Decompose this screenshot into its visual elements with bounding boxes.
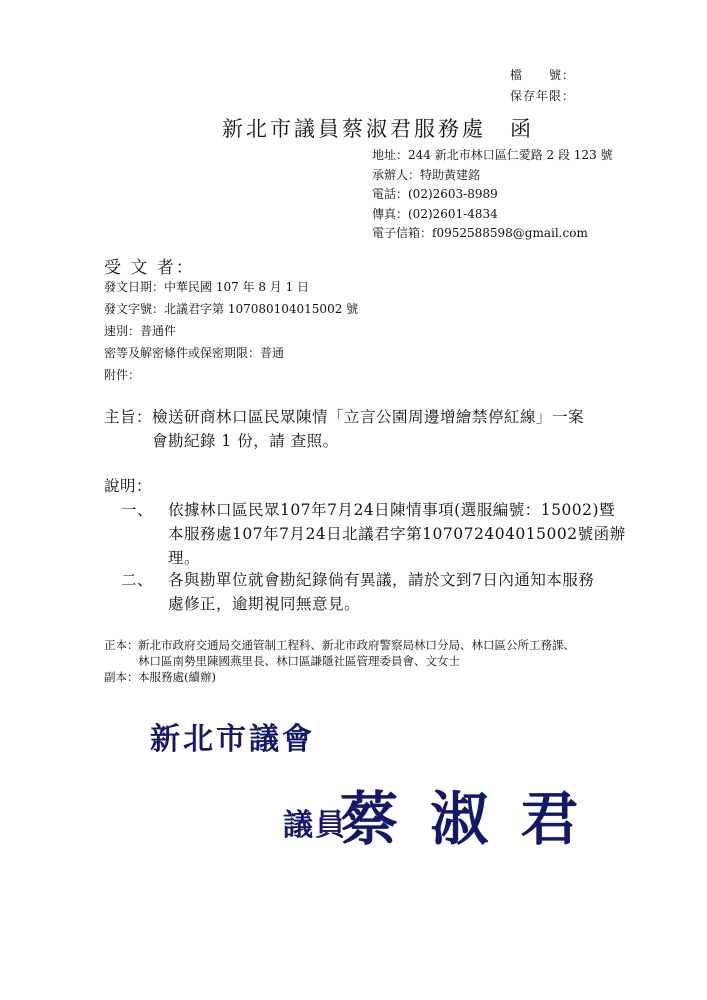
- subject-line-2: 會勘紀錄 1 份，請 查照。: [152, 432, 339, 450]
- issue-date: 發文日期：中華民國 107 年 8 月 1 日: [104, 280, 310, 294]
- sender-address: 地址：244 新北市林口區仁愛路 2 段 123 號: [372, 148, 613, 162]
- main-recipients-line: 新北市政府交通局交通管制工程科、新北市政府警察局林口分局、林口區公所工務課、: [138, 638, 575, 652]
- subject-line-1: 主旨：檢送研商林口區民眾陳情「立言公園周邊增繪禁停紅線」一案: [104, 408, 585, 426]
- attachment-field: 附件：: [104, 368, 141, 382]
- explanation-line: 依據林口區民眾107年7月24日陳情事項(選服編號：15002)暨: [168, 501, 616, 519]
- explanation-line: 理。: [168, 549, 201, 567]
- copy-recipients-label: 副本：: [104, 670, 139, 684]
- email-address: 電子信箱：f0952588598@gmail.com: [372, 226, 588, 240]
- explanation-item-number: 一、: [121, 501, 154, 519]
- explanation-line: 處修正，逾期視同無意見。: [168, 595, 361, 613]
- explanation-item-number: 二、: [121, 571, 154, 589]
- explanation-line: 本服務處107年7月24日北議君字第107072404015002號函辦: [168, 525, 626, 543]
- document-title: 新北市議員蔡淑君服務處 函: [222, 117, 534, 141]
- explanation-item-text: [168, 498, 626, 570]
- delivery-speed: 速別：普通件: [104, 324, 177, 338]
- retention-period-label: 保存年限：: [510, 89, 576, 103]
- explanation-item-text: [168, 568, 594, 616]
- main-recipients-label: 正本：: [104, 638, 139, 652]
- council-seal-stamp: 新北市議會: [150, 722, 315, 757]
- fax-number: 傳真：(02)2601-4834: [372, 206, 498, 221]
- document-fields: [104, 276, 358, 386]
- copy-recipients-text: 本服務處(續辦): [138, 670, 216, 684]
- main-recipients-line: 林口區南勢里陳國燕里長、林口區謙隱社區管理委員會、文女士: [138, 654, 460, 668]
- secrecy-level: 密等及解密條件或保密期限：普通: [104, 346, 285, 360]
- archive-number-label: 檔 號：: [510, 68, 576, 82]
- explanation-line: 各與勘單位就會勘紀錄倘有異議，請於文到7日內通知本服務: [168, 571, 595, 589]
- councilor-title-stamp: 議員: [283, 808, 347, 843]
- document-number: 發文字號：北議君字第 107080104015002 號: [104, 302, 359, 316]
- main-recipients-list: [138, 637, 575, 669]
- handler-name: 承辦人：特助黃建銘: [372, 167, 481, 182]
- councilor-signature-stamp: 蔡 淑 君: [340, 785, 585, 853]
- recipient-label: 受 文 者：: [104, 258, 195, 278]
- phone-number: 電話：(02)2603-8989: [372, 187, 498, 201]
- explanation-heading: 說明：: [104, 477, 153, 495]
- contact-block: [372, 146, 613, 244]
